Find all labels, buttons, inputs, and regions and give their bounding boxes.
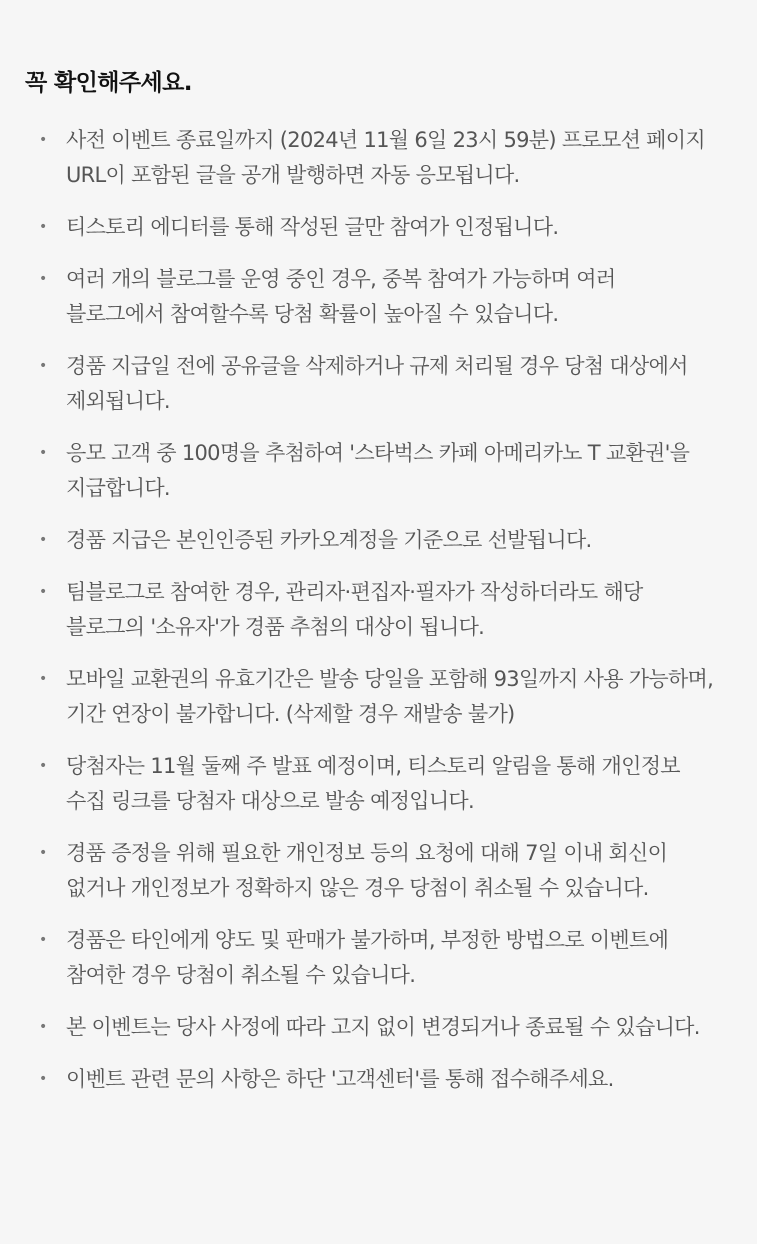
notice-item <box>25 262 717 332</box>
notice-item-text: 이벤트 관련 문의 사항은 하단 '고객센터'를 통해 접수해주세요. <box>66 1067 614 1091</box>
bullet-icon: • <box>39 445 47 461</box>
notice-item <box>25 210 717 245</box>
bullet-icon: • <box>39 932 47 948</box>
bullet-icon: • <box>39 532 47 548</box>
notice-list <box>25 123 717 1097</box>
notice-item <box>25 123 717 193</box>
notice-item-text: 경품은 타인에게 양도 및 판매가 불가하며, 부정한 방법으로 이벤트에 참여한 경우 당첨이 취소될 수 있습니다. <box>66 928 669 987</box>
notice-item <box>25 749 717 819</box>
bullet-icon: • <box>39 271 47 287</box>
bullet-icon: • <box>39 219 47 235</box>
notice-item <box>25 662 717 732</box>
notice-item <box>25 575 717 645</box>
notice-item-text: 팀블로그로 참여한 경우, 관리자·편집자·필자가 작성하더라도 해당 블로그의 '소유자'가 경품 추첨의 대상이 됩니다. <box>66 580 643 639</box>
notice-item-text: 경품 지급은 본인인증된 카카오계정을 기준으로 선발됩니다. <box>66 528 592 552</box>
bullet-icon: • <box>39 358 47 374</box>
notice-title: 꼭 확인해주세요. <box>25 70 192 96</box>
notice-item <box>25 436 717 506</box>
bullet-icon: • <box>39 584 47 600</box>
notice-item <box>25 836 717 906</box>
notice-item-text: 응모 고객 중 100명을 추첨하여 '스타벅스 카페 아메리카노 T 교환권'을 지급합니다. <box>66 441 690 500</box>
notice-item <box>25 1062 717 1097</box>
notice-item-text: 모바일 교환권의 유효기간은 발송 당일을 포함해 93일까지 사용 가능하며, 기간 연장이 불가합니다. (삭제할 경우 재발송 불가) <box>66 667 714 726</box>
bullet-icon: • <box>39 671 47 687</box>
bullet-icon: • <box>39 1071 47 1087</box>
bullet-icon: • <box>39 758 47 774</box>
notice-item-text: 본 이벤트는 당사 사정에 따라 고지 없이 변경되거나 종료될 수 있습니다. <box>66 1015 700 1039</box>
notice-item <box>25 349 717 419</box>
notice-item <box>25 923 717 993</box>
notice-item <box>25 1010 717 1045</box>
notice-item-text: 당첨자는 11월 둘째 주 발표 예정이며, 티스토리 알림을 통해 개인정보 수집 링크를 당첨자 대상으로 발송 예정입니다. <box>66 754 680 813</box>
bullet-icon: • <box>39 132 47 148</box>
notice-item-text: 경품 지급일 전에 공유글을 삭제하거나 규제 처리될 경우 당첨 대상에서 제외됩니다. <box>66 354 688 413</box>
notice-item-text: 여러 개의 블로그를 운영 중인 경우, 중복 참여가 가능하며 여러 블로그에서 참여할수록 당첨 확률이 높아질 수 있습니다. <box>66 267 616 326</box>
notice-item <box>25 523 717 558</box>
bullet-icon: • <box>39 1019 47 1035</box>
bullet-icon: • <box>39 845 47 861</box>
notice-item-text: 티스토리 에디터를 통해 작성된 글만 참여가 인정됩니다. <box>66 215 559 239</box>
notice-item-text: 경품 증정을 위해 필요한 개인정보 등의 요청에 대해 7일 이내 회신이 없거나 개인정보가 정확하지 않은 경우 당첨이 취소될 수 있습니다. <box>66 841 668 900</box>
notice-item-text: 사전 이벤트 종료일까지 (2024년 11월 6일 23시 59분) 프로모션 페이지 URL이 포함된 글을 공개 발행하면 자동 응모됩니다. <box>66 128 705 187</box>
